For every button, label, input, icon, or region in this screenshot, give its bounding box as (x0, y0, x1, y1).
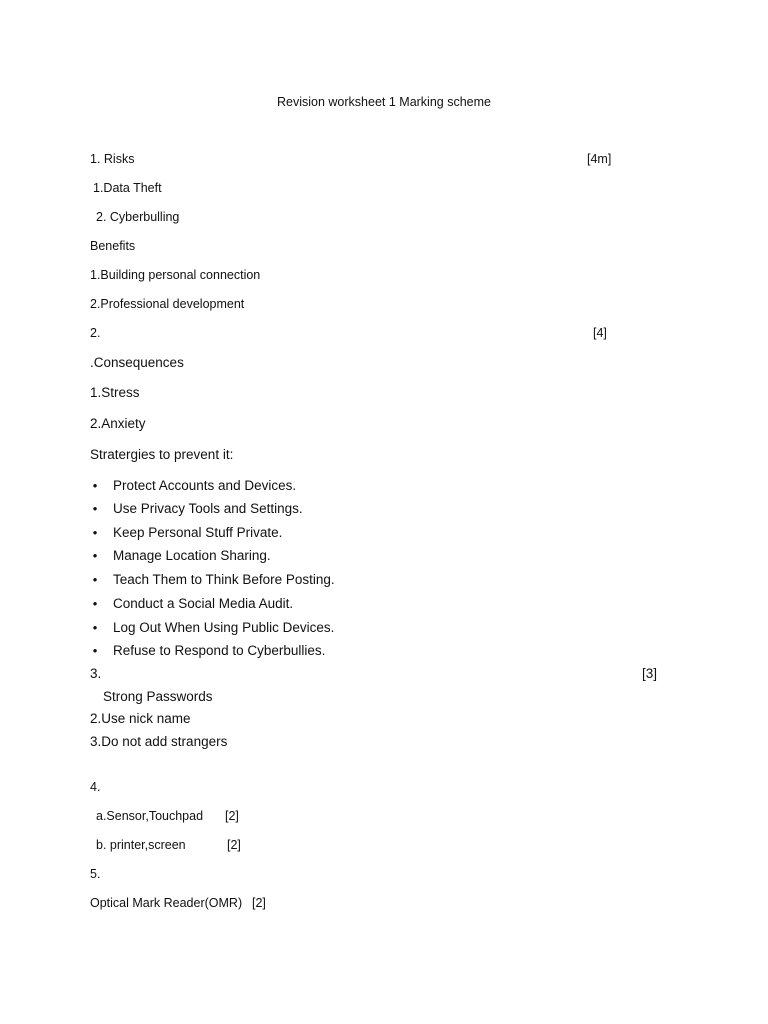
q4-part-b-marks: [2] (227, 838, 241, 852)
q1-marks: [4m] (587, 152, 612, 166)
q1-benefits-heading: Benefits (90, 239, 136, 253)
q2-consequence-item: 2.Anxiety (90, 416, 146, 431)
q5-answer: Optical Mark Reader(OMR) (90, 896, 243, 910)
bullet-icon: • (92, 643, 98, 658)
bullet-icon: • (92, 620, 98, 635)
q3-heading: 3. (90, 666, 102, 681)
q3-item: 2.Use nick name (90, 711, 191, 726)
list-item-text: Log Out When Using Public Devices. (113, 620, 335, 635)
q1-benefit-item: 2.Professional development (90, 297, 245, 311)
q1-benefit-item: 1.Building personal connection (90, 268, 261, 282)
list-item-text: Manage Location Sharing. (113, 548, 271, 563)
q1-heading: 1. Risks (90, 152, 135, 166)
bullet-icon: • (92, 596, 98, 611)
list-item-text: Protect Accounts and Devices. (113, 478, 297, 493)
bullet-icon: • (92, 501, 98, 516)
q1-risk-item: 2. Cyberbulling (96, 210, 180, 224)
q5-marks: [2] (252, 896, 266, 910)
list-item-text: Refuse to Respond to Cyberbullies. (113, 643, 326, 658)
q3-marks: [3] (642, 666, 658, 681)
q2-heading: 2. (90, 326, 101, 340)
q3-item: Strong Passwords (103, 689, 213, 704)
q2-consequences-heading: .Consequences (90, 355, 184, 370)
q2-marks: [4] (593, 326, 607, 340)
bullet-icon: • (92, 525, 98, 540)
q2-strategies-heading: Stratergies to prevent it: (90, 447, 234, 462)
list-item-text: Use Privacy Tools and Settings. (113, 501, 303, 516)
q2-consequence-item: 1.Stress (90, 385, 140, 400)
q1-risk-item: 1.Data Theft (93, 181, 162, 195)
list-item-text: Teach Them to Think Before Posting. (113, 572, 335, 587)
q4-heading: 4. (90, 780, 101, 794)
list-item-text: Conduct a Social Media Audit. (113, 596, 294, 611)
page-title: Revision worksheet 1 Marking scheme (277, 95, 491, 109)
list-item-text: Keep Personal Stuff Private. (113, 525, 283, 540)
q3-item: 3.Do not add strangers (90, 734, 228, 749)
bullet-icon: • (92, 572, 98, 587)
bullet-icon: • (92, 548, 98, 563)
q4-part-a: a.Sensor,Touchpad (96, 809, 204, 823)
q5-heading: 5. (90, 867, 101, 881)
q4-part-a-marks: [2] (225, 809, 239, 823)
q4-part-b: b. printer,screen (96, 838, 186, 852)
bullet-icon: • (92, 478, 98, 493)
